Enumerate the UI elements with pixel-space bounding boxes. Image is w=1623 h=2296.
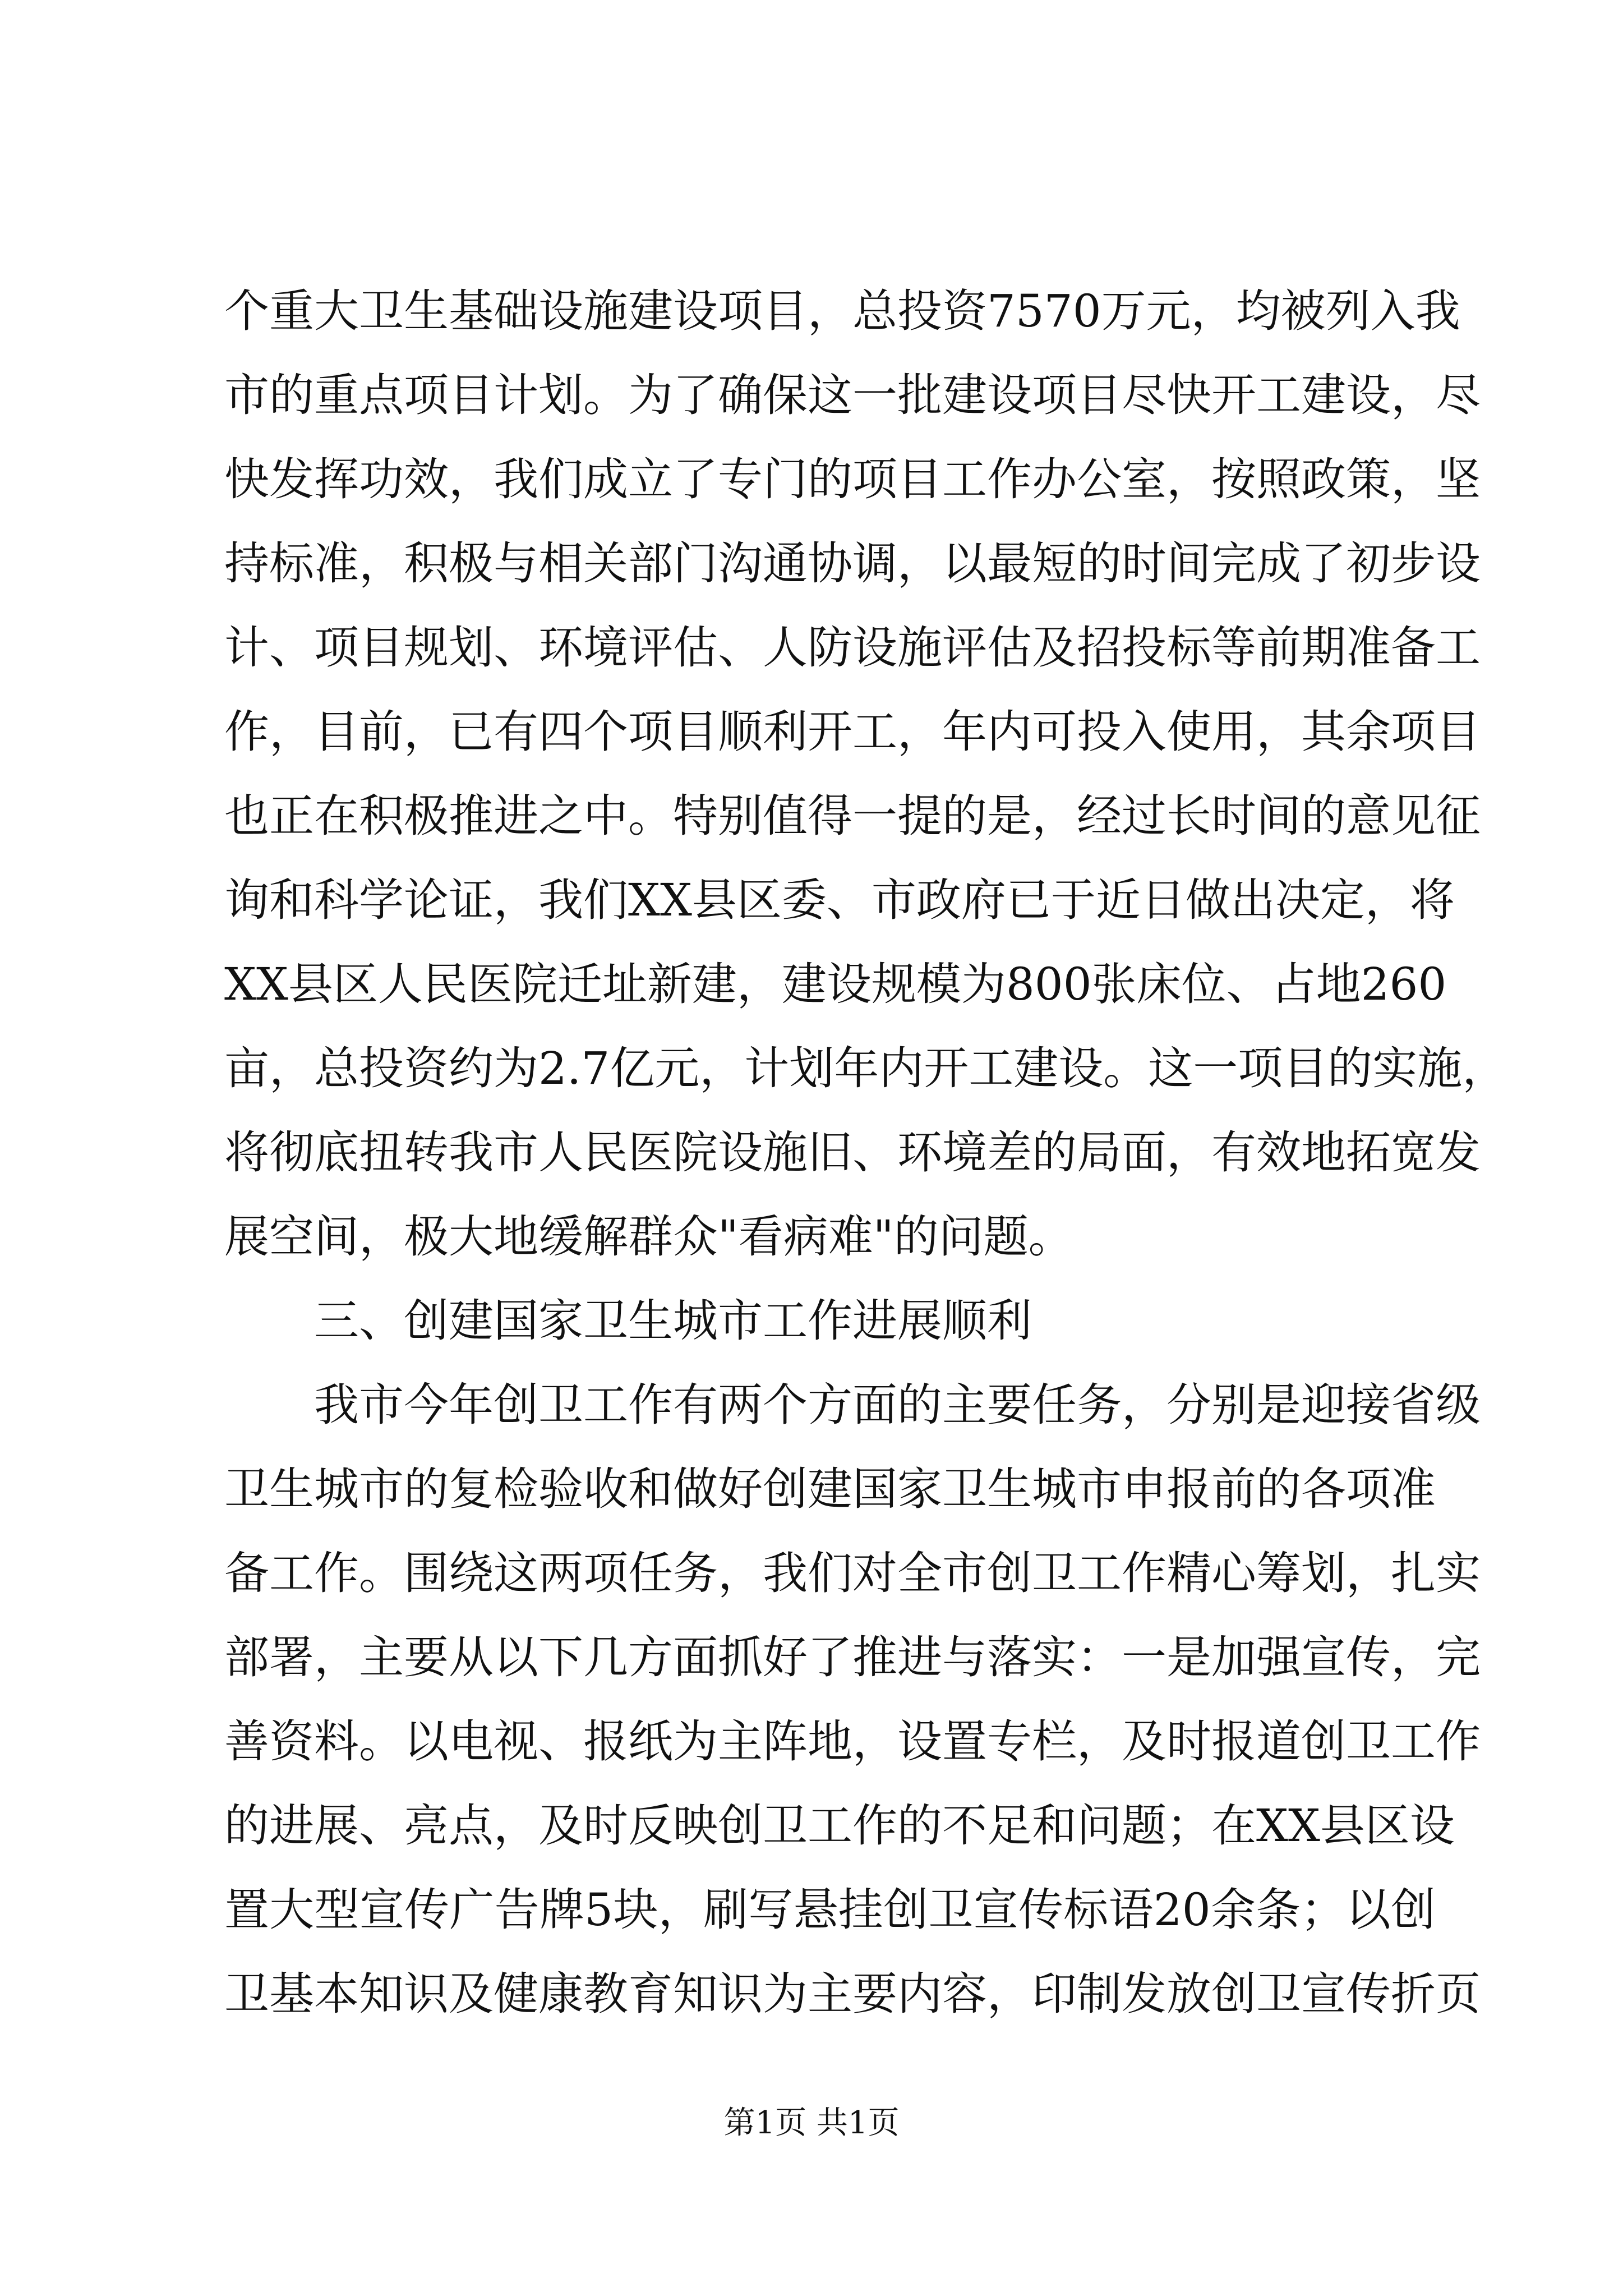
text-line: 询和科学论证，我们XX县区委、市政府已于近日做出决定，将 bbox=[224, 874, 1455, 926]
text-line: XX县区人民医院迁址新建，建设规模为800张床位、占地260 bbox=[224, 958, 1447, 1010]
text-line: 的进展、亮点，及时反映创卫工作的不足和问题；在XX县区设 bbox=[224, 1800, 1455, 1852]
text-line: 卫基本知识及健康教育知识为主要内容，印制发放创卫宣传折页 bbox=[224, 1968, 1481, 2020]
text-line: 个重大卫生基础设施建设项目，总投资7570万元，均被列入我 bbox=[224, 285, 1460, 337]
text-line: 也正在积极推进之中。特别值得一提的是，经过长时间的意见征 bbox=[224, 790, 1481, 842]
text-line: 持标准，积极与相关部门沟通协调，以最短的时间完成了初步设 bbox=[224, 537, 1481, 590]
text-line: 将彻底扭转我市人民医院设施旧、环境差的局面，有效地拓宽发 bbox=[224, 1126, 1481, 1179]
text-line: 善资料。以电视、报纸为主阵地，设置专栏，及时报道创卫工作 bbox=[224, 1715, 1481, 1768]
page-number-footer: 第1页 共1页 bbox=[723, 2105, 900, 2141]
text-line: 卫生城市的复检验收和做好创建国家卫生城市申报前的各项准 bbox=[224, 1463, 1436, 1515]
section-heading: 三、创建国家卫生城市工作进展顺利 bbox=[314, 1295, 1032, 1347]
text-line: 亩，总投资约为2.7亿元，计划年内开工建设。这一项目的实施， bbox=[224, 1042, 1507, 1094]
text-line: 备工作。围绕这两项任务，我们对全市创卫工作精心筹划，扎实 bbox=[224, 1547, 1481, 1599]
text-line: 部署，主要从以下几方面抓好了推进与落实：一是加强宣传，完 bbox=[224, 1631, 1481, 1683]
text-line: 市的重点项目计划。为了确保这一批建设项目尽快开工建设，尽 bbox=[224, 369, 1481, 421]
text-line: 作，目前，已有四个项目顺利开工，年内可投入使用，其余项目 bbox=[224, 706, 1481, 758]
text-line: 置大型宣传广告牌5块，刷写悬挂创卫宣传标语20余条；以创 bbox=[224, 1884, 1436, 1936]
text-line: 计、项目规划、环境评估、人防设施评估及招投标等前期准备工 bbox=[224, 622, 1481, 674]
text-line: 展空间，极大地缓解群众"看病难"的问题。 bbox=[224, 1211, 1073, 1263]
text-line: 快发挥功效，我们成立了专门的项目工作办公室，按照政策，坚 bbox=[224, 453, 1481, 505]
text-line: 我市今年创卫工作有两个方面的主要任务，分别是迎接省级 bbox=[314, 1379, 1481, 1431]
